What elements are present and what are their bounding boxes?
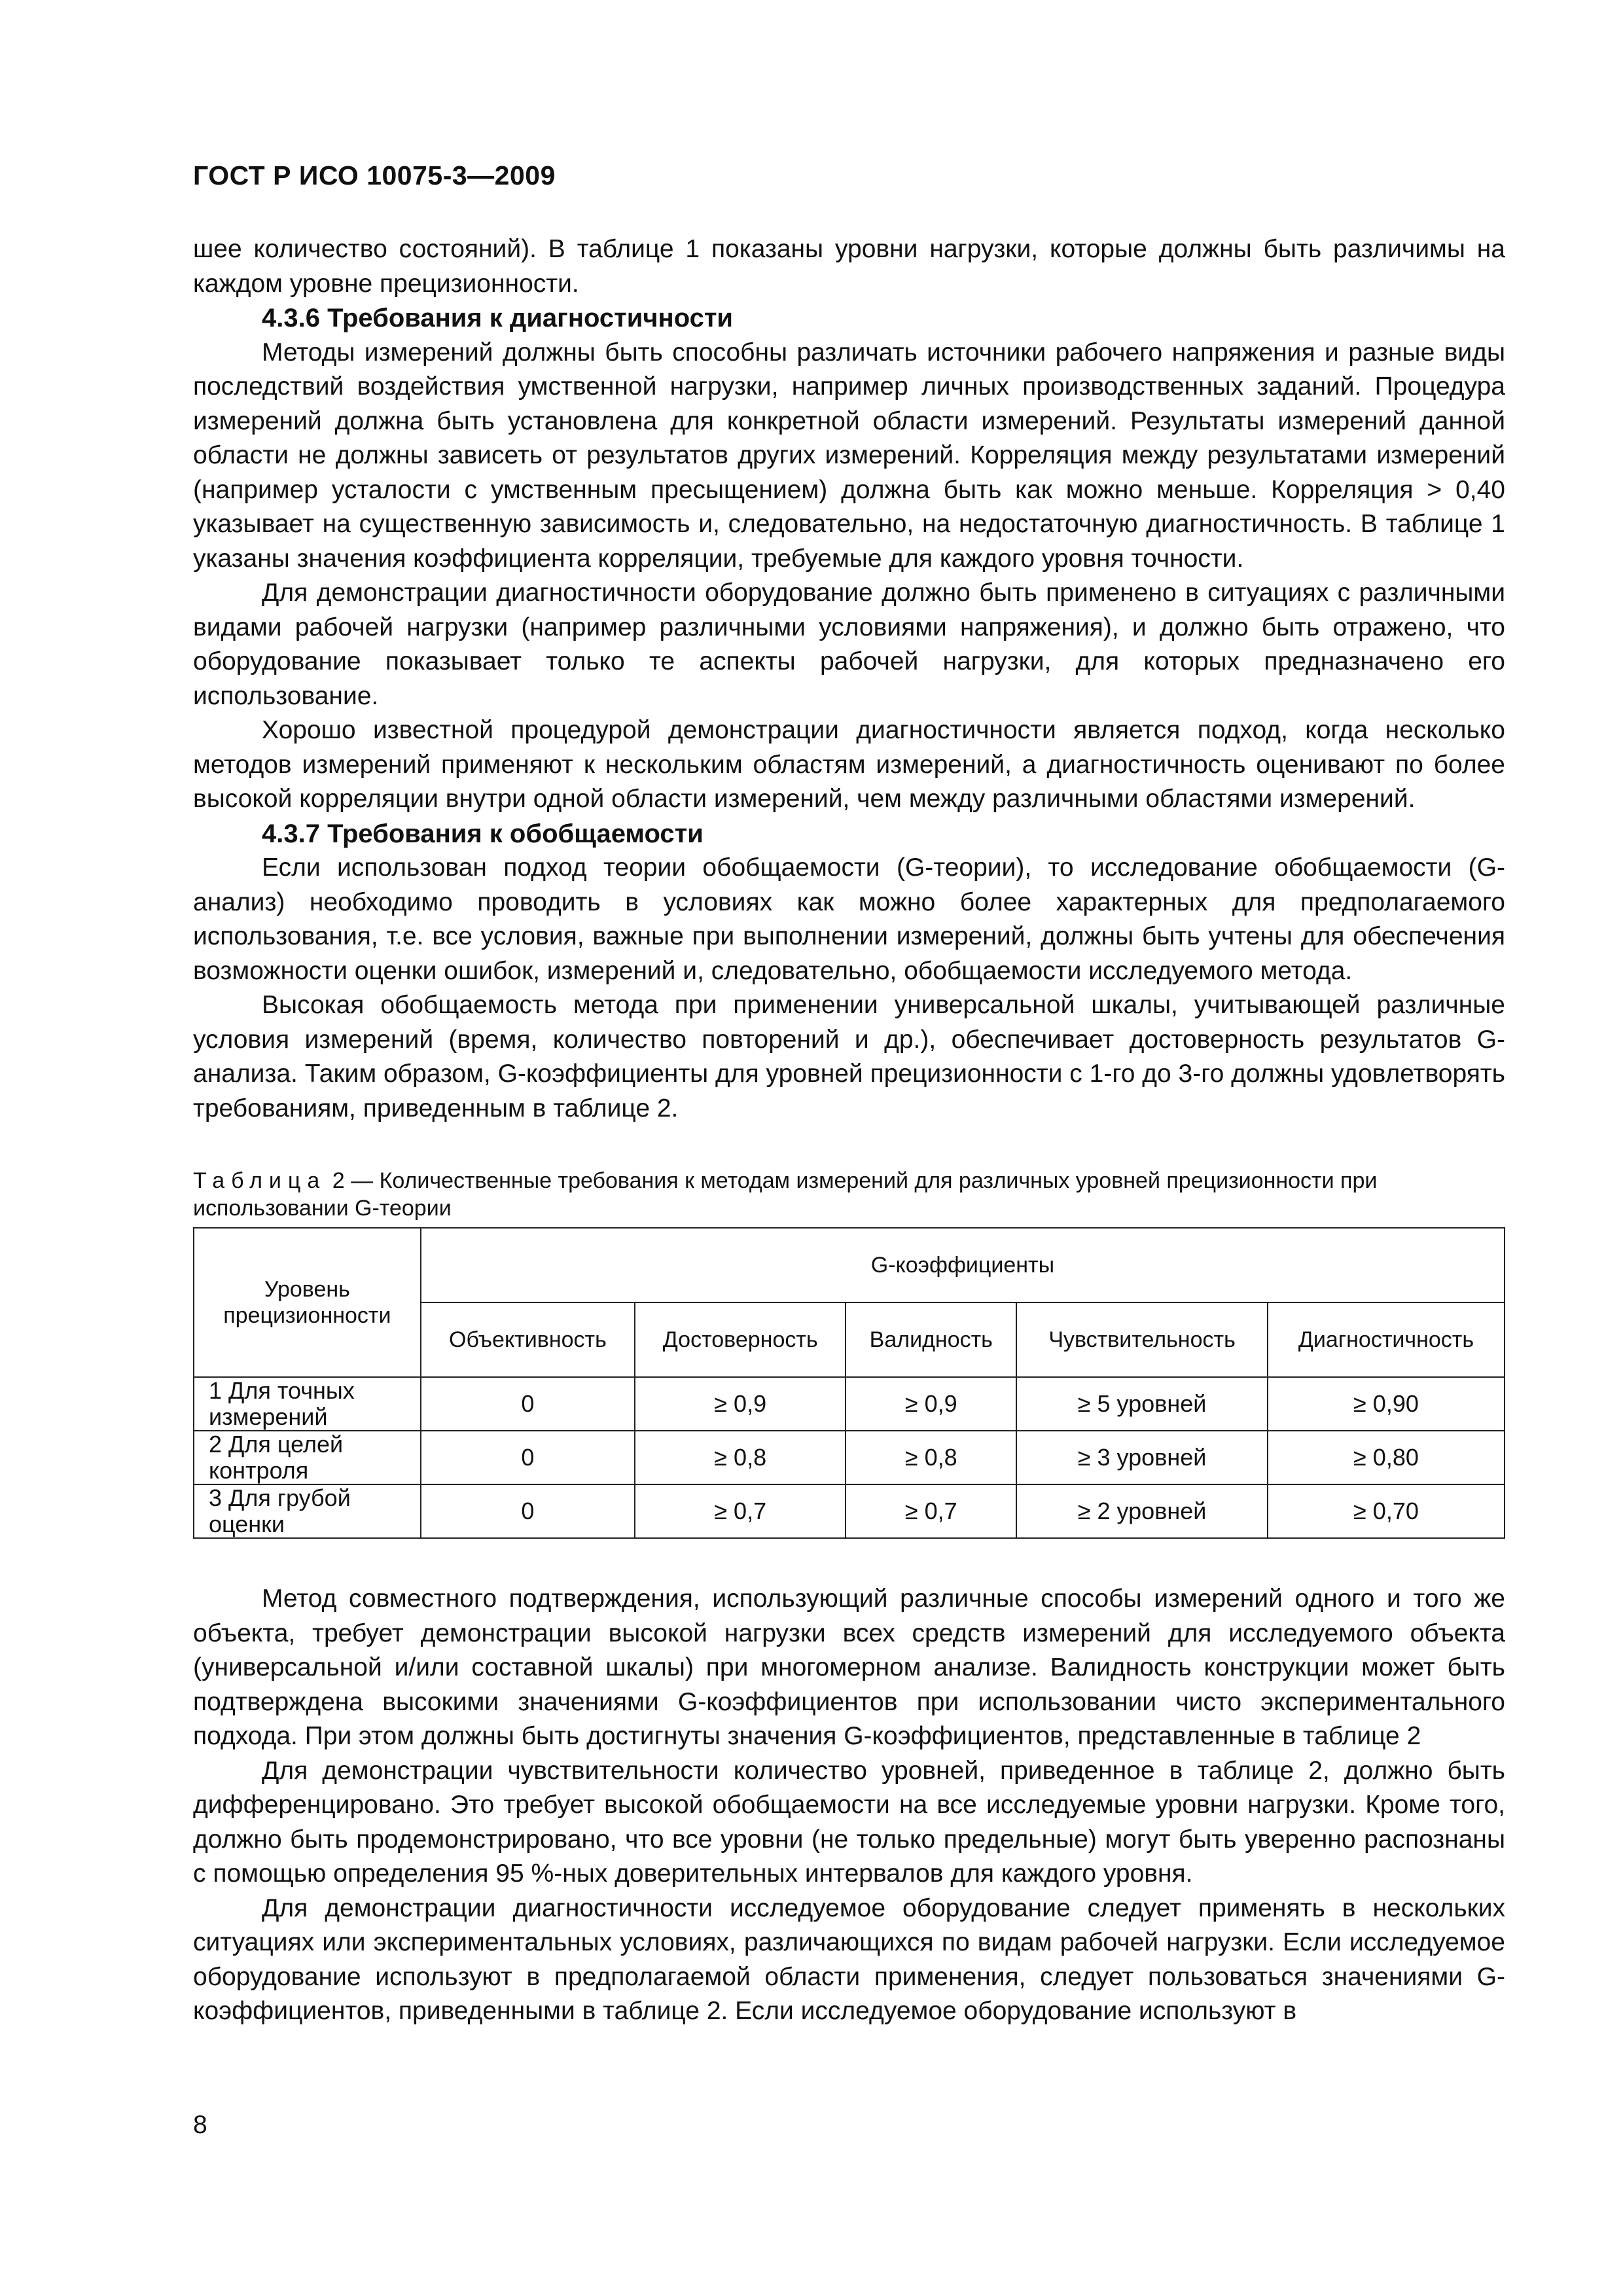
cell-reliability: ≥ 0,7 <box>635 1484 846 1538</box>
header-validity: Валидность <box>846 1302 1016 1377</box>
cell-reliability: ≥ 0,9 <box>635 1377 846 1431</box>
cell-sensitivity: ≥ 3 уровней <box>1016 1431 1268 1484</box>
cell-diagnosticity: ≥ 0,70 <box>1268 1484 1505 1538</box>
cell-objectivity: 0 <box>421 1377 635 1431</box>
header-reliability: Достоверность <box>635 1302 846 1377</box>
table-row <box>194 1377 1505 1431</box>
table-caption-text: 2 — Количественные требования к методам измерений для различных уровней прецизионности при использовании G-теории <box>193 1168 1378 1221</box>
paragraph-continuation: шее количество состояний). В таблице 1 показаны уровни нагрузки, которые должны быть различимы на каждом уровне прецизионности. <box>193 235 1505 298</box>
row-level: 2 Для целей контроля <box>194 1431 421 1484</box>
page-number: 8 <box>193 2111 207 2139</box>
header-objectivity: Объективность <box>421 1302 635 1377</box>
paragraph: Хорошо известной процедурой демонстрации диагностичности является подход, когда несколько методов измерений применяют к нескольким областям измерений, а диагностичность оценивают по более высокой корреляции внутри одной области измерений, чем между различными областями измерений. <box>193 716 1505 813</box>
paragraph: Если использован подход теории обобщаемости (G-теории), то исследование обобщаемости (G-анализ) необходимо проводить в условиях как можно более характерных для предполагаемого использования, т.е. все условия, важные при выполнении измерений, должны быть учтены для обеспечения возможности оценки ошибок, измерений и, следовательно, обобщаемости исследуемого метода. <box>193 853 1505 985</box>
table-row <box>194 1484 1505 1538</box>
cell-validity: ≥ 0,9 <box>846 1377 1016 1431</box>
cell-validity: ≥ 0,8 <box>846 1431 1016 1484</box>
row-level: 1 Для точных измерений <box>194 1377 421 1431</box>
cell-validity: ≥ 0,7 <box>846 1484 1016 1538</box>
document-header: ГОСТ Р ИСО 10075-3—2009 <box>193 160 556 190</box>
paragraph: Метод совместного подтверждения, использующий различные способы измерений одного и того же объекта, требует демонстрации высокой нагрузки всех средств измерений для исследуемого объекта (универсальной и/или составной шкалы) при многомерном анализе. Валидность конструкции может быть подтверждена высокими значениями G-коэффициентов при использовании чисто экспериментального подхода. При этом должны быть достигнуты значения G-коэффициентов, представленные в таблице 2 <box>193 1585 1505 1750</box>
table-caption-label: Таблица <box>193 1168 327 1193</box>
cell-objectivity: 0 <box>421 1484 635 1538</box>
document-body <box>193 232 1505 2029</box>
cell-diagnosticity: ≥ 0,80 <box>1268 1431 1505 1484</box>
row-level: 3 Для грубой оценки <box>194 1484 421 1538</box>
cell-objectivity: 0 <box>421 1431 635 1484</box>
table-caption <box>193 1167 1505 1222</box>
paragraph: Методы измерений должны быть способны различать источники рабочего напряжения и разные виды последствий воздействия умственной нагрузки, например личных производственных заданий. Процедура измерений должна быть установлена для конкретной области измерений. Результаты измерений данной области не должны зависеть от результатов других измерений. Корреляция между результатами измерений (например усталости с умственным пресыщением) должна быть как можно меньше. Корреляция > 0,40 указывает на существенную зависимость и, следовательно, на недостаточную диагностичность. В таблице 1 указаны значения коэффициента корреляции, требуемые для каждого уровня точности. <box>193 338 1505 573</box>
header-level: Уровень прецизионности <box>194 1228 421 1377</box>
paragraph: Для демонстрации диагностичности оборудование должно быть применено в ситуациях с различными видами рабочей нагрузки (например различными условиями напряжения), и должно быть отражено, что оборудование показывает только те аспекты рабочей нагрузки, для которых предназначено его использование. <box>193 579 1505 710</box>
cell-sensitivity: ≥ 2 уровней <box>1016 1484 1268 1538</box>
header-diagnosticity: Диагностичность <box>1268 1302 1505 1377</box>
requirements-table <box>193 1227 1505 1539</box>
header-g-coefficients: G-коэффициенты <box>421 1228 1505 1302</box>
paragraph: Высокая обобщаемость метода при применении универсальной шкалы, учитывающей различные условия измерений (время, количество повторений и др.), обеспечивает достоверность результатов G-анализа. Таким образом, G-коэффициенты для уровней прецизионности с 1-го до 3-го должны удовлетворять требованиям, приведенным в таблице 2. <box>193 991 1505 1122</box>
post-table-text <box>193 1582 1505 2029</box>
cell-diagnosticity: ≥ 0,90 <box>1268 1377 1505 1431</box>
section-heading-4-3-7: 4.3.7 Требования к обобщаемости <box>262 819 704 848</box>
cell-reliability: ≥ 0,8 <box>635 1431 846 1484</box>
header-sensitivity: Чувствительность <box>1016 1302 1268 1377</box>
paragraph: Для демонстрации диагностичности исследуемое оборудование следует применять в нескольких ситуациях или экспериментальных условиях, различающихся по видам рабочей нагрузки. Если исследуемое оборудование используют в предполагаемой области применения, следует пользоваться значениями G-коэффициентов, приведенными в таблице 2. Если исследуемое оборудование используют в <box>193 1893 1505 2025</box>
cell-sensitivity: ≥ 5 уровней <box>1016 1377 1268 1431</box>
table-row <box>194 1431 1505 1484</box>
section-heading-4-3-6: 4.3.6 Требования к диагностичности <box>262 304 734 332</box>
paragraph: Для демонстрации чувствительности количество уровней, приведенное в таблице 2, должно быть дифференцировано. Это требует высокой обобщаемости на все исследуемые уровни нагрузки. Кроме того, должно быть продемонстрировано, что все уровни (не только предельные) могут быть уверенно распознаны с помощью определения 95 %-ных доверительных интервалов для каждого уровня. <box>193 1756 1505 1888</box>
